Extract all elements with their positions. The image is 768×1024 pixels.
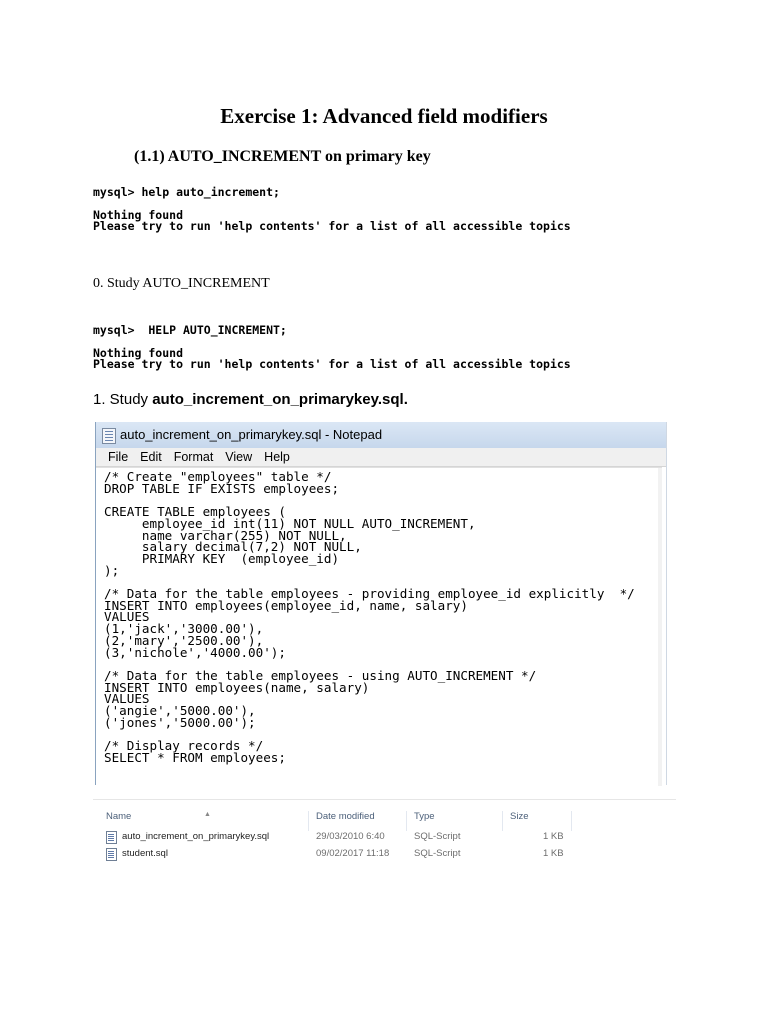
sort-ascending-icon: ▲: [204, 811, 211, 818]
file-name: student.sql: [122, 848, 168, 859]
file-date: 09/02/2017 11:18: [316, 848, 390, 859]
menu-format[interactable]: Format: [173, 450, 214, 464]
page-title: Exercise 1: Advanced field modifiers: [220, 104, 548, 128]
step-1-label: [93, 391, 408, 408]
console-command: mysql> help auto_increment;: [93, 185, 280, 199]
menu-edit[interactable]: Edit: [140, 450, 162, 464]
notepad-title-bar[interactable]: [96, 422, 666, 448]
sql-file-icon: [106, 831, 117, 844]
column-header-name[interactable]: Name: [106, 811, 132, 822]
menu-help[interactable]: Help: [264, 450, 290, 464]
step-0-label: 0. Study AUTO_INCREMENT: [93, 276, 270, 291]
step-1-filename: auto_increment_on_primarykey.sql.: [152, 391, 408, 408]
step-1-prefix: 1. Study: [93, 391, 153, 408]
console-output-line: Nothing found: [93, 346, 184, 360]
notepad-menu-bar: [96, 448, 666, 467]
console-output-line: Nothing found: [93, 208, 184, 222]
file-size: 1 KB: [543, 831, 564, 842]
menu-file[interactable]: File: [108, 450, 129, 464]
file-name: auto_increment_on_primarykey.sql: [122, 831, 270, 842]
column-header-date[interactable]: Date modified: [316, 811, 375, 822]
column-header-size[interactable]: Size: [510, 811, 529, 822]
column-divider[interactable]: [308, 811, 309, 831]
column-header-type[interactable]: Type: [414, 811, 435, 822]
notepad-window: [95, 422, 667, 785]
notepad-text-area[interactable]: [96, 467, 662, 786]
column-divider[interactable]: [406, 811, 407, 831]
file-row[interactable]: [93, 829, 676, 845]
file-size: 1 KB: [543, 848, 564, 859]
menu-view[interactable]: View: [225, 450, 253, 464]
sql-code: /* Create "employees" table */ DROP TABLE IF EXISTS employees; CREATE TABLE employees ( employee_id int(11) NOT NULL AUTO_INCREMENT, name varchar(255) NOT NULL, salary decimal(7,2) NOT NULL, PRIMARY KEY (employee_id) ); /* Data for the table employees - providing employee_id explicitly */ INSERT INTO employees(employee_id, name, salary) VALUES (1,'jack','3000.00'), (2,'mary','2500.00'), (3,'nichole','4000.00'); /* Data for the table employees - using AUTO_INCREMENT */ INSERT INTO employees(name, salary) VALUES ('angie','5000.00'), ('jones','5000.00'); /* Display records */ SELECT * FROM employees;: [104, 469, 635, 765]
console-command: mysql> HELP AUTO_INCREMENT;: [93, 323, 287, 337]
file-row[interactable]: [93, 846, 676, 862]
console-output-line: Please try to run 'help contents' for a list of all accessible topics: [93, 219, 571, 233]
section-subtitle: (1.1) AUTO_INCREMENT on primary key: [134, 148, 431, 165]
notepad-window-title: auto_increment_on_primarykey.sql - Notepad: [120, 427, 383, 442]
file-type: SQL-Script: [414, 831, 461, 842]
column-divider[interactable]: [502, 811, 503, 831]
file-type: SQL-Script: [414, 848, 461, 859]
console-output-line: Please try to run 'help contents' for a list of all accessible topics: [93, 357, 571, 371]
notepad-icon: [102, 428, 116, 444]
notepad-scrollbar[interactable]: [658, 468, 662, 786]
file-date: 29/03/2010 6:40: [316, 831, 385, 842]
column-divider[interactable]: [571, 811, 572, 831]
file-list-header: [93, 800, 676, 822]
sql-file-icon: [106, 848, 117, 861]
file-list: [93, 799, 676, 909]
